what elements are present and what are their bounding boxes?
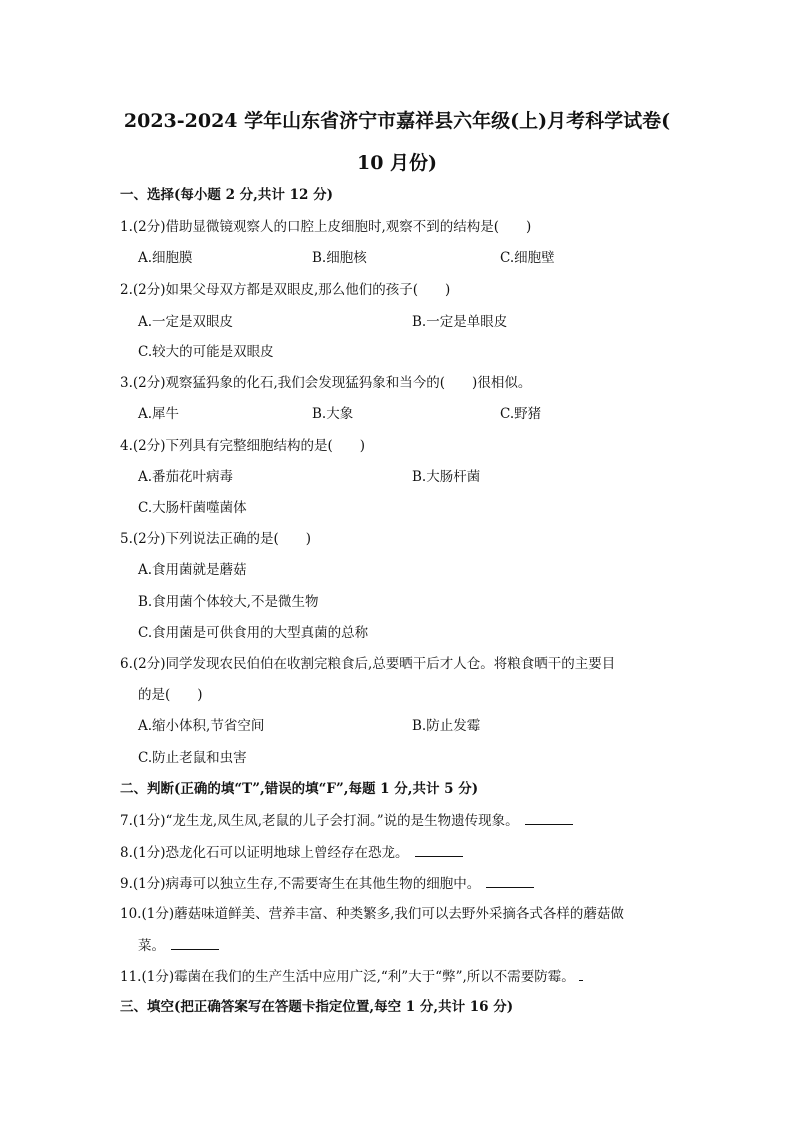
question-7 <box>120 811 573 830</box>
answer-blank <box>415 843 463 857</box>
q1-option-c: C.细胞壁 <box>500 250 555 266</box>
question-8 <box>120 843 463 862</box>
q2-option-c: C.较大的可能是双眼皮 <box>138 344 274 360</box>
q2-option-a: A.一定是双眼皮 <box>138 314 234 330</box>
section-judge-heading: 二、判断(正确的填“T”,错误的填“F”,每题 1 分,共计 5 分) <box>120 781 479 797</box>
q5-option-a: A.食用菌就是蘑菇 <box>138 562 247 578</box>
question-11 <box>120 967 583 986</box>
q3-option-a: A.犀牛 <box>138 406 180 422</box>
question-6: 6.(2分)同学发现农民伯伯在收割完粮食后,总要晒干后才人仓。将粮食晒干的主要目 <box>120 656 616 672</box>
question-11-text: 11.(1分)霉菌在我们的生产生活中应用广泛,“利”大于“弊”,所以不需要防霉。 <box>120 969 575 985</box>
answer-blank <box>525 811 573 825</box>
question-6-continued: 的是( ) <box>138 687 203 703</box>
q4-option-a: A.番茄花叶病毒 <box>138 469 234 485</box>
question-10-tail-text: 菜。 <box>138 938 165 954</box>
q5-option-c: C.食用菌是可供食用的大型真菌的总称 <box>138 625 369 641</box>
question-2: 2.(2分)如果父母双方都是双眼皮,那么他们的孩子( ) <box>120 282 451 298</box>
q4-option-c: C.大肠杆菌噬菌体 <box>138 500 247 516</box>
q6-option-b: B.防止发霉 <box>412 718 481 734</box>
question-10: 10.(1分)蘑菇味道鲜美、营养丰富、种类繁多,我们可以去野外采摘各式各样的蘑菇做 <box>120 906 624 922</box>
q4-option-b: B.大肠杆菌 <box>412 469 481 485</box>
exam-title-line1: 2023-2024 学年山东省济宁市嘉祥县六年级(上)月考科学试卷( <box>123 110 671 132</box>
q5-option-b: B.食用菌个体较大,不是微生物 <box>138 594 319 610</box>
question-5: 5.(2分)下列说法正确的是( ) <box>120 531 312 547</box>
q6-option-a: A.缩小体积,节省空间 <box>138 718 265 734</box>
exam-title-line2: 10 月份) <box>356 152 438 174</box>
section-choice-heading: 一、选择(每小题 2 分,共计 12 分) <box>120 187 333 203</box>
q6-option-c: C.防止老鼠和虫害 <box>138 750 247 766</box>
question-8-text: 8.(1分)恐龙化石可以证明地球上曾经存在恐龙。 <box>120 845 409 861</box>
section-fill-heading: 三、填空(把正确答案写在答题卡指定位置,每空 1 分,共计 16 分) <box>120 999 514 1015</box>
q2-option-b: B.一定是单眼皮 <box>412 314 508 330</box>
q3-option-c: C.野猪 <box>500 406 542 422</box>
question-9-text: 9.(1分)病毒可以独立生存,不需要寄生在其他生物的细胞中。 <box>120 876 481 892</box>
q1-option-a: A.细胞膜 <box>138 250 193 266</box>
question-3: 3.(2分)观察猛犸象的化石,我们会发现猛犸象和当今的( )很相似。 <box>120 375 532 391</box>
q3-option-b: B.大象 <box>312 406 354 422</box>
question-1: 1.(2分)借助显微镜观察人的口腔上皮细胞时,观察不到的结构是( ) <box>120 219 532 235</box>
question-10-continued <box>138 936 219 955</box>
answer-blank <box>579 967 583 981</box>
question-4: 4.(2分)下列具有完整细胞结构的是( ) <box>120 438 366 454</box>
answer-blank <box>486 874 534 888</box>
answer-blank <box>171 936 219 950</box>
question-9 <box>120 874 534 893</box>
q1-option-b: B.细胞核 <box>312 250 367 266</box>
question-7-text: 7.(1分)“龙生龙,凤生凤,老鼠的儿子会打洞。”说的是生物遗传现象。 <box>120 813 519 829</box>
